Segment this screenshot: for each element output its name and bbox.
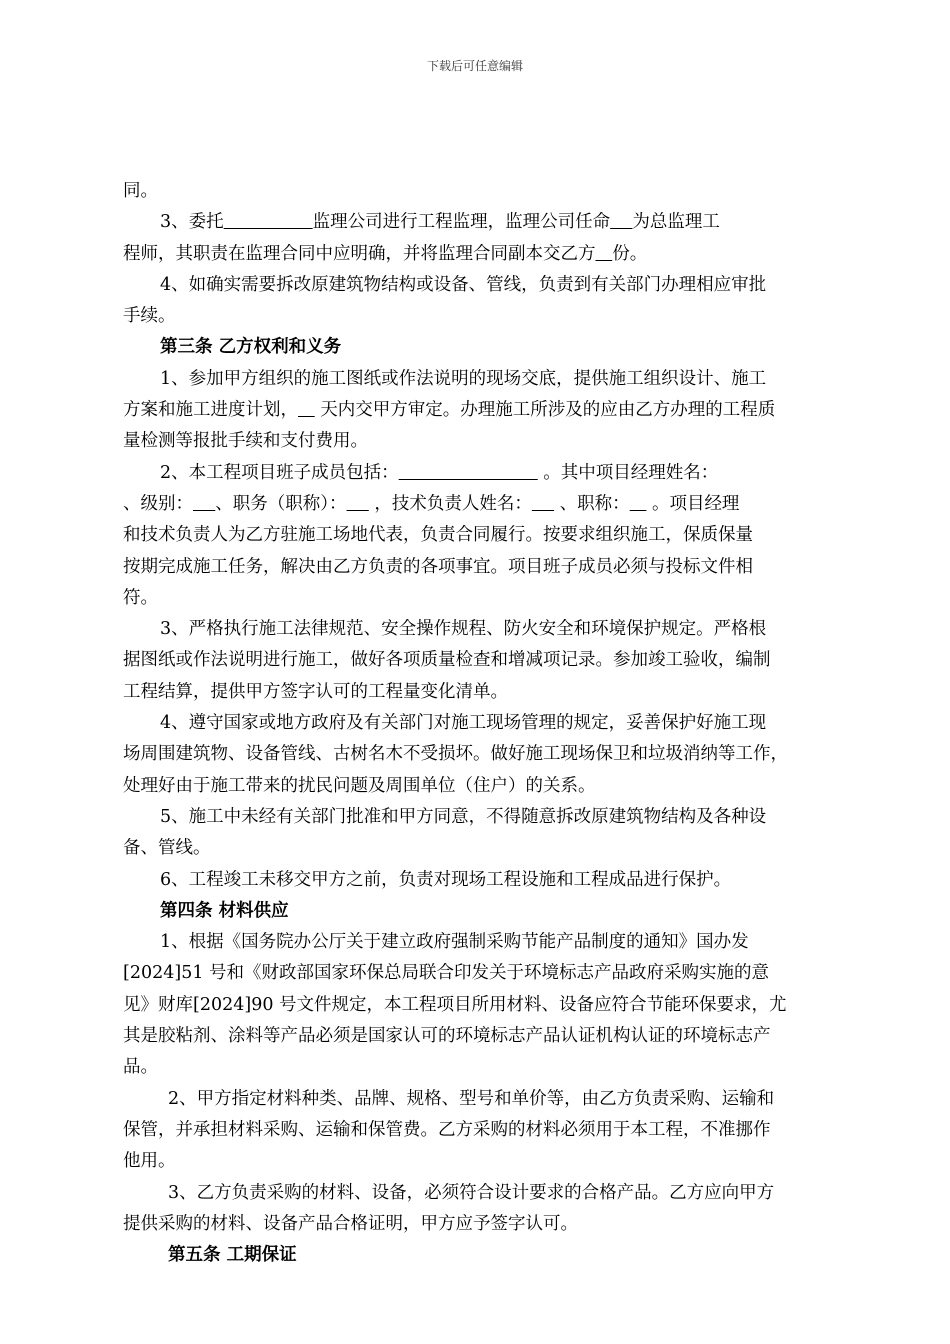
text-line — [123, 239, 843, 270]
text-run: 1、参加甲方组织的施工图纸或作法说明的现场交底，提供施工组织设计、施工 — [160, 368, 767, 389]
blank-field — [193, 494, 215, 514]
text-line — [123, 739, 843, 770]
text-line — [123, 301, 843, 332]
page-header: 下载后可任意编辑 — [426, 59, 523, 73]
text-run: 4、遵守国家或地方政府及有关部门对施工现场管理的规定，妥善保护好施工现 — [160, 713, 767, 734]
text-run: 第三条 乙方权利和义务 — [160, 337, 342, 358]
text-line — [123, 176, 843, 207]
text-line — [123, 1052, 843, 1083]
text-run: 。项目经理 — [646, 493, 740, 514]
text-run: 他用。 — [123, 1151, 176, 1172]
text-line — [123, 865, 843, 896]
text-line — [123, 364, 843, 395]
text-line — [123, 802, 843, 833]
text-run: 场周围建筑物、设备管线、古树名木不受损坏。做好施工现场保卫和垃圾消纳等工作， — [123, 744, 788, 765]
blank-field — [298, 400, 315, 420]
section-heading — [123, 896, 843, 927]
text-run: 1、根据《国务院办公厅关于建立政府强制采购节能产品制度的通知》国办发 — [160, 932, 749, 953]
text-run: 处理好由于施工带来的扰民问题及周围单位（住户）的关系。 — [123, 775, 596, 796]
text-run: 方案和施工进度计划， — [123, 400, 298, 421]
text-run: 6、工程竣工未移交甲方之前，负责对现场工程设施和工程成品进行保护。 — [160, 869, 732, 890]
text-line — [123, 489, 843, 520]
text-run: 其是胶粘剂、涂料等产品必须是国家认可的环境标志产品认证机构认证的环境标志产 — [123, 1026, 771, 1047]
text-line — [123, 614, 843, 645]
text-line — [123, 1146, 843, 1177]
text-run: 。其中项目经理姓名： — [537, 462, 719, 483]
text-run: 5、施工中未经有关部门批准和甲方同意，不得随意拆改原建筑物结构及各种设 — [160, 806, 767, 827]
blank-field — [347, 494, 369, 514]
text-run: 同。 — [123, 181, 158, 201]
text-run: 3、严格执行施工法律规范、安全操作规程、防火安全和环境保护规定。严格根 — [160, 619, 767, 640]
text-line — [123, 426, 843, 457]
text-run: [2024]51 号和《财政部国家环保总局联合印发关于环境标志产品政府采购实施的意 — [123, 963, 770, 984]
text-line — [123, 1084, 843, 1115]
text-run: 据图纸或作法说明进行施工，做好各项质量检查和增减项记录。参加竣工验收，编制 — [123, 650, 771, 671]
text-run: 和技术负责人为乙方驻施工场地代表，负责合同履行。按要求组织施工，保质保量 — [123, 525, 753, 546]
text-line — [123, 990, 843, 1021]
text-line — [123, 833, 843, 864]
text-line — [123, 458, 843, 489]
blank-field — [224, 212, 313, 232]
text-run: 品。 — [123, 1057, 158, 1078]
blank-field — [399, 463, 538, 483]
text-line — [123, 207, 843, 238]
blank-field — [596, 244, 613, 264]
text-line — [123, 583, 843, 614]
text-run: 、级别： — [123, 493, 193, 514]
text-line — [123, 927, 843, 958]
text-line — [123, 1209, 843, 1240]
text-run: 第四条 材料供应 — [160, 900, 289, 921]
text-run: 2、本工程项目班子成员包括： — [160, 462, 399, 483]
text-line — [123, 708, 843, 739]
blank-field — [610, 212, 632, 232]
text-run: 监理公司进行工程监理，监理公司任命 — [312, 212, 611, 233]
text-line — [123, 771, 843, 802]
text-run: 为总监理工 — [632, 212, 720, 233]
section-heading — [123, 332, 843, 363]
blank-field — [630, 494, 647, 514]
text-run: 4、如确实需要拆改原建筑物结构或设备、管线，负责到有关部门办理相应审批 — [160, 274, 767, 295]
text-run: 手续。 — [123, 306, 176, 327]
text-run: 第五条 工期保证 — [168, 1245, 297, 1266]
text-run: 程师，其职责在监理合同中应明确，并将监理合同副本交乙方 — [123, 243, 596, 264]
text-run: 2、甲方指定材料种类、品牌、规格、型号和单价等，由乙方负责采购、运输和 — [168, 1088, 775, 1109]
text-line — [123, 958, 843, 989]
text-line — [123, 395, 843, 426]
text-line — [123, 552, 843, 583]
text-line — [123, 1021, 843, 1052]
text-run: 量检测等报批手续和支付费用。 — [123, 431, 368, 452]
text-run: 按期完成施工任务，解决由乙方负责的各项事宜。项目班子成员必须与投标文件相 — [123, 556, 753, 577]
text-line — [123, 645, 843, 676]
text-run: 备、管线。 — [123, 838, 211, 859]
text-run: 3、乙方负责采购的材料、设备，必须符合设计要求的合格产品。乙方应向甲方 — [168, 1182, 775, 1203]
text-run: 见》财库[2024]90 号文件规定，本工程项目所用材料、设备应符合节能环保要求，尤 — [123, 994, 787, 1015]
text-line — [123, 677, 843, 708]
text-run: 、职务（职称）： — [215, 493, 347, 514]
section-heading — [123, 1240, 843, 1271]
text-run: 提供采购的材料、设备产品合格证明，甲方应予签字认可。 — [123, 1213, 578, 1234]
text-run: 工程结算，提供甲方签字认可的工程量变化清单。 — [123, 681, 508, 702]
text-run: 天内交甲方审定。办理施工所涉及的应由乙方办理的工程质 — [314, 400, 776, 421]
document-body — [123, 176, 843, 1271]
text-run: 保管，并承担材料采购、运输和保管费。乙方采购的材料必须用于本工程，不准挪作 — [123, 1119, 771, 1140]
text-line — [123, 1115, 843, 1146]
blank-field — [532, 494, 554, 514]
text-run: ，技术负责人姓名： — [368, 493, 532, 514]
text-run: 、职称： — [554, 493, 630, 514]
text-line — [123, 1178, 843, 1209]
text-run: 份。 — [612, 243, 648, 264]
text-run: 符。 — [123, 587, 158, 608]
text-line — [123, 270, 843, 301]
text-line — [123, 520, 843, 551]
text-run: 3、委托 — [160, 212, 224, 233]
